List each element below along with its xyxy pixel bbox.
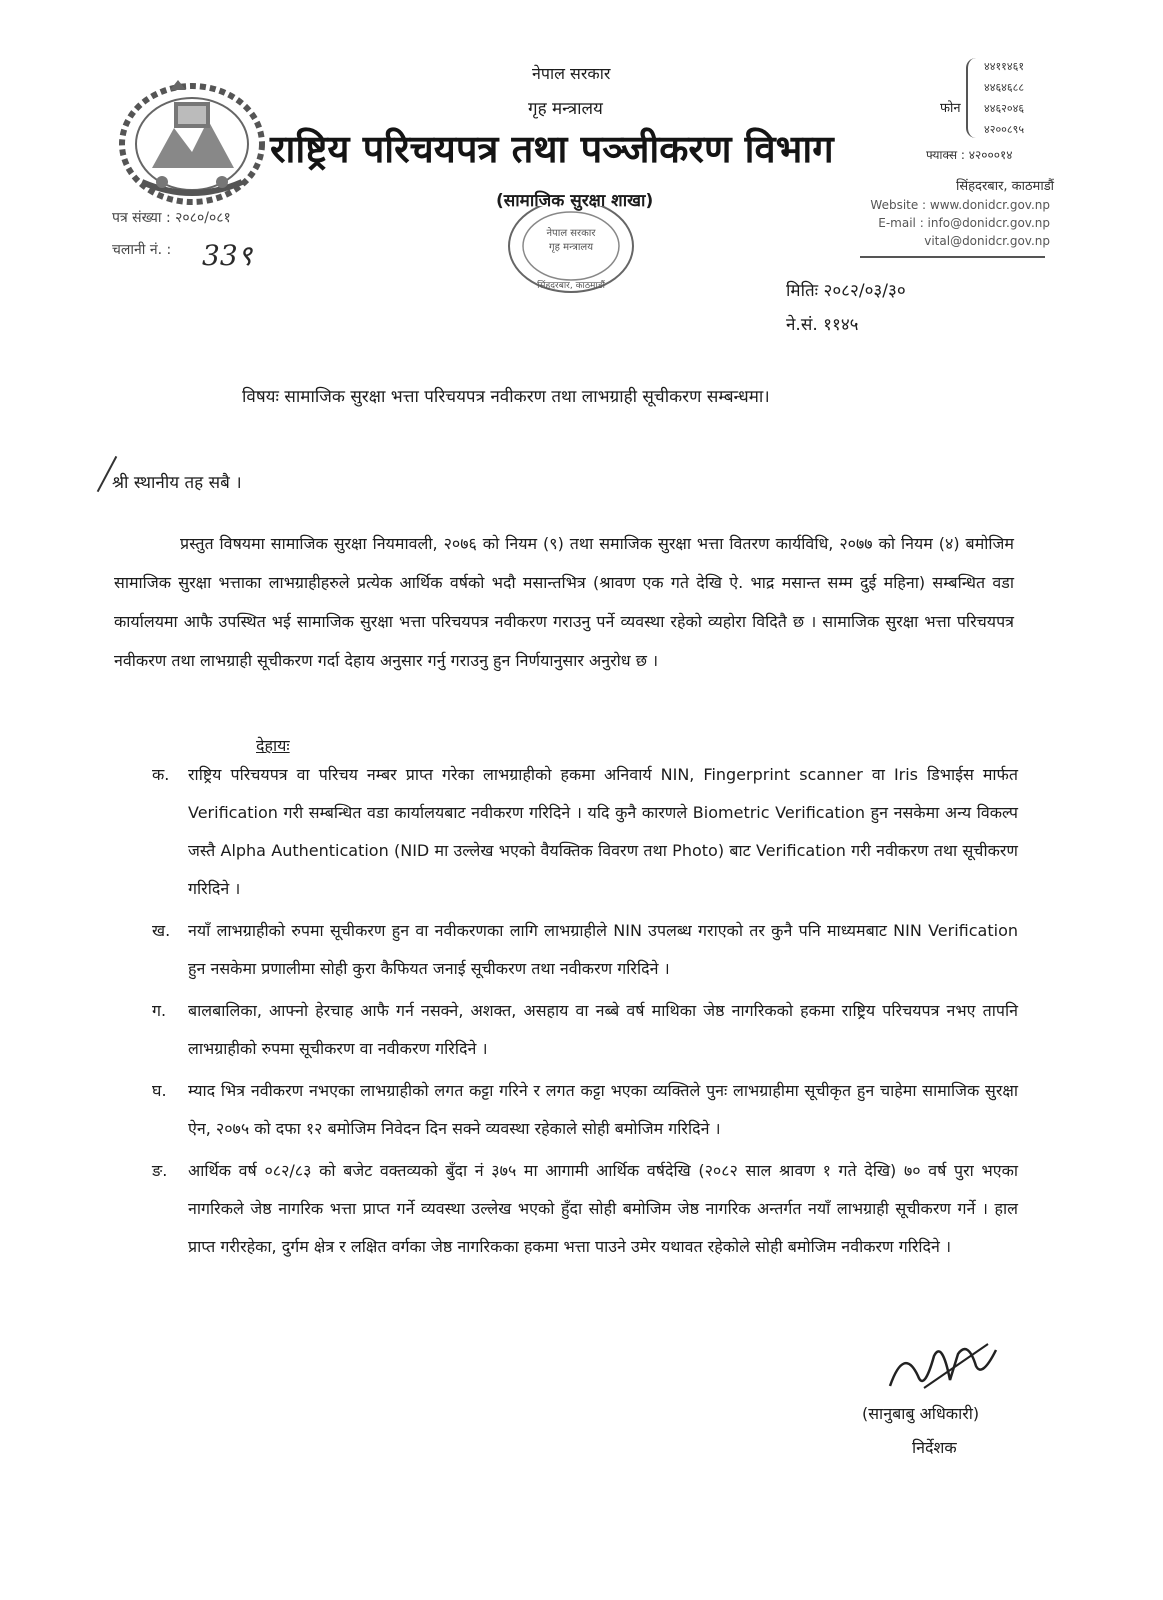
office-seal-stamp [496, 206, 646, 298]
email-link[interactable]: E-mail : info@donidcr.gov.np [878, 216, 1050, 230]
nepal-sambat-date: ने.सं. ११४५ [786, 315, 859, 335]
fax-number: फ्याक्स : ४२०००१४ [926, 148, 1013, 162]
phone-number: ४४६२०४६ [984, 102, 1025, 115]
signatory-name: (सानुबाबु अधिकारी) [862, 1404, 980, 1423]
phone-number: ४२००८९५ [984, 123, 1025, 136]
item-marker: घ. [152, 1081, 167, 1100]
item-marker: क. [152, 765, 170, 784]
header-divider [860, 256, 1045, 258]
list-item [152, 992, 1018, 1068]
nepal-emblem-icon [112, 72, 272, 212]
dispatch-number: 33९ [202, 239, 253, 272]
section-name: (सामाजिक सुरक्षा शाखा) [496, 191, 654, 211]
phone-label: फोन : [940, 101, 970, 116]
reference-number: पत्र संख्या : २०८०/०८१ [112, 210, 231, 226]
ministry-name: गृह मन्त्रालय [528, 99, 603, 119]
directive-list [152, 756, 1018, 1270]
list-item [152, 912, 1018, 988]
body-paragraph: प्रस्तुत विषयमा सामाजिक सुरक्षा नियमावली, २०७६ को नियम (९) तथा समाजिक सुरक्षा भत्ता वितरण कार्यविधि, २०७७ को नियम (४) बमोजिम सामाजिक सुरक्षा भत्ताका लाभग्राहीहरुले प्रत्येक आर्थिक वर्षको भदौ मसान्तभित्र (श्रावण एक गते देखि ऐ. भाद्र मसान्त सम्म दुई महिना) सम्बन्धित वडा कार्यालयमा आफै उपस्थित भई सामाजिक सुरक्षा भत्ता परिचयपत्र नवीकरण गराउनु पर्ने व्यवस्था रहेको व्यहोरा विदितै छ । सामाजिक सुरक्षा भत्ता परिचयपत्र नवीकरण तथा लाभग्राही सूचीकरण गर्दा देहाय अनुसार गर्नु गराउनु हुन निर्णयानुसार अनुरोध छ । [114, 534, 1014, 670]
salutation: श्री स्थानीय तह सबै । [112, 473, 242, 493]
list-heading: देहायः [256, 736, 290, 755]
list-item [152, 1152, 1018, 1266]
dispatch-label: चलानी नं. : [112, 242, 172, 258]
svg-text:नेपाल सरकार: नेपाल सरकार [546, 228, 596, 239]
item-text: नयाँ लाभग्राहीको रुपमा सूचीकरण हुन वा नवीकरणका लागि लाभग्राहीले NIN उपलब्ध गराएको तर कुनै पनि माध्यमबाट NIN Verification हुन नसकेमा प्रणालीमा सोही कुरा कैफियत जनाई सूचीकरण तथा नवीकरण गरिदिने । [188, 921, 1018, 978]
item-text: राष्ट्रिय परिचयपत्र वा परिचय नम्बर प्राप्त गरेका लाभग्राहीको हकमा अनिवार्य NIN, Fingerprint scanner वा Iris डिभाईस मार्फत Verification गरी सम्बन्धित वडा कार्यालयबाट नवीकरण गरिदिने । यदि कुनै कारणले Biometric Verification हुन नसकेमा अन्य विकल्प जस्तै Alpha Authentication (NID मा उल्लेख भएको वैयक्तिक विवरण तथा Photo) बाट Verification गरी नवीकरण तथा सूचीकरण गरिदिने । [188, 765, 1018, 898]
phone-brace [966, 58, 982, 138]
contact-block [860, 196, 1050, 250]
item-marker: ङ. [152, 1161, 168, 1180]
letter-date: मितिः २०८२/०३/३० [786, 281, 906, 301]
website-link[interactable]: Website : www.donidcr.gov.np [870, 198, 1050, 212]
phone-list [984, 56, 1024, 140]
department-title: राष्ट्रिय परिचयपत्र तथा पञ्जीकरण विभाग [270, 127, 834, 171]
item-text: म्याद भित्र नवीकरण नभएका लाभग्राहीको लगत कट्टा गरिने र लगत कट्टा भएका व्यक्तिले पुनः लाभग्राहीमा सूचीकृत हुन चाहेमा सामाजिक सुरक्षा ऐन, २०७५ को दफा १२ बमोजिम निवेदन दिन सक्ने व्यवस्था रहेकाले सोही बमोजिम गरिदिने । [188, 1081, 1018, 1138]
government-name: नेपाल सरकार [532, 64, 611, 83]
item-marker: ख. [152, 921, 171, 940]
list-item [152, 756, 1018, 908]
item-text: आर्थिक वर्ष ०८२/८३ को बजेट वक्तव्यको बुँदा नं ३७५ मा आगामी आर्थिक वर्षदेखि (२०८२ साल श्रावण १ गते देखि) ७० वर्ष पुरा भएका नागरिकले जेष्ठ नागरिक भत्ता प्राप्त गर्ने व्यवस्था उल्लेख भएको हुँदा सोही बमोजिम जेष्ठ नागरिक अन्तर्गत नयाँ लाभग्राही सूचीकरण गर्ने । हाल प्राप्त गरीरहेका, दुर्गम क्षेत्र र लक्षित वर्गका जेष्ठ नागरिकका हकमा भत्ता पाउने उमेर यथावत रहेकोले सोही बमोजिम नवीकरण गरिदिने । [188, 1161, 1018, 1256]
svg-text:सिंहदरबार, काठमाडौं: सिंहदरबार, काठमाडौं [537, 281, 605, 291]
email-link[interactable]: vital@donidcr.gov.np [924, 234, 1050, 248]
item-marker: ग. [152, 1001, 167, 1020]
office-address: सिंहदरबार, काठमाडौं [956, 179, 1055, 194]
handwritten-signature [884, 1336, 1004, 1396]
signatory-designation: निर्देशक [912, 1438, 957, 1457]
svg-text:गृह मन्त्रालय: गृह मन्त्रालय [548, 242, 594, 253]
item-text: बालबालिका, आफ्नो हेरचाह आफै गर्न नसक्ने, अशक्त, असहाय वा नब्बे वर्ष माथिका जेष्ठ नागरिकको हकमा राष्ट्रिय परिचयपत्र नभए तापनि लाभग्राहीको रुपमा सूचीकरण वा नवीकरण गरिदिने । [188, 1001, 1018, 1058]
phone-number: ४४११४६१ [984, 60, 1025, 73]
phone-number: ४४६४६८८ [984, 81, 1025, 94]
list-item [152, 1072, 1018, 1148]
letter-subject: विषयः सामाजिक सुरक्षा भत्ता परिचयपत्र नवीकरण तथा लाभग्राही सूचीकरण सम्बन्धमा। [242, 387, 770, 407]
